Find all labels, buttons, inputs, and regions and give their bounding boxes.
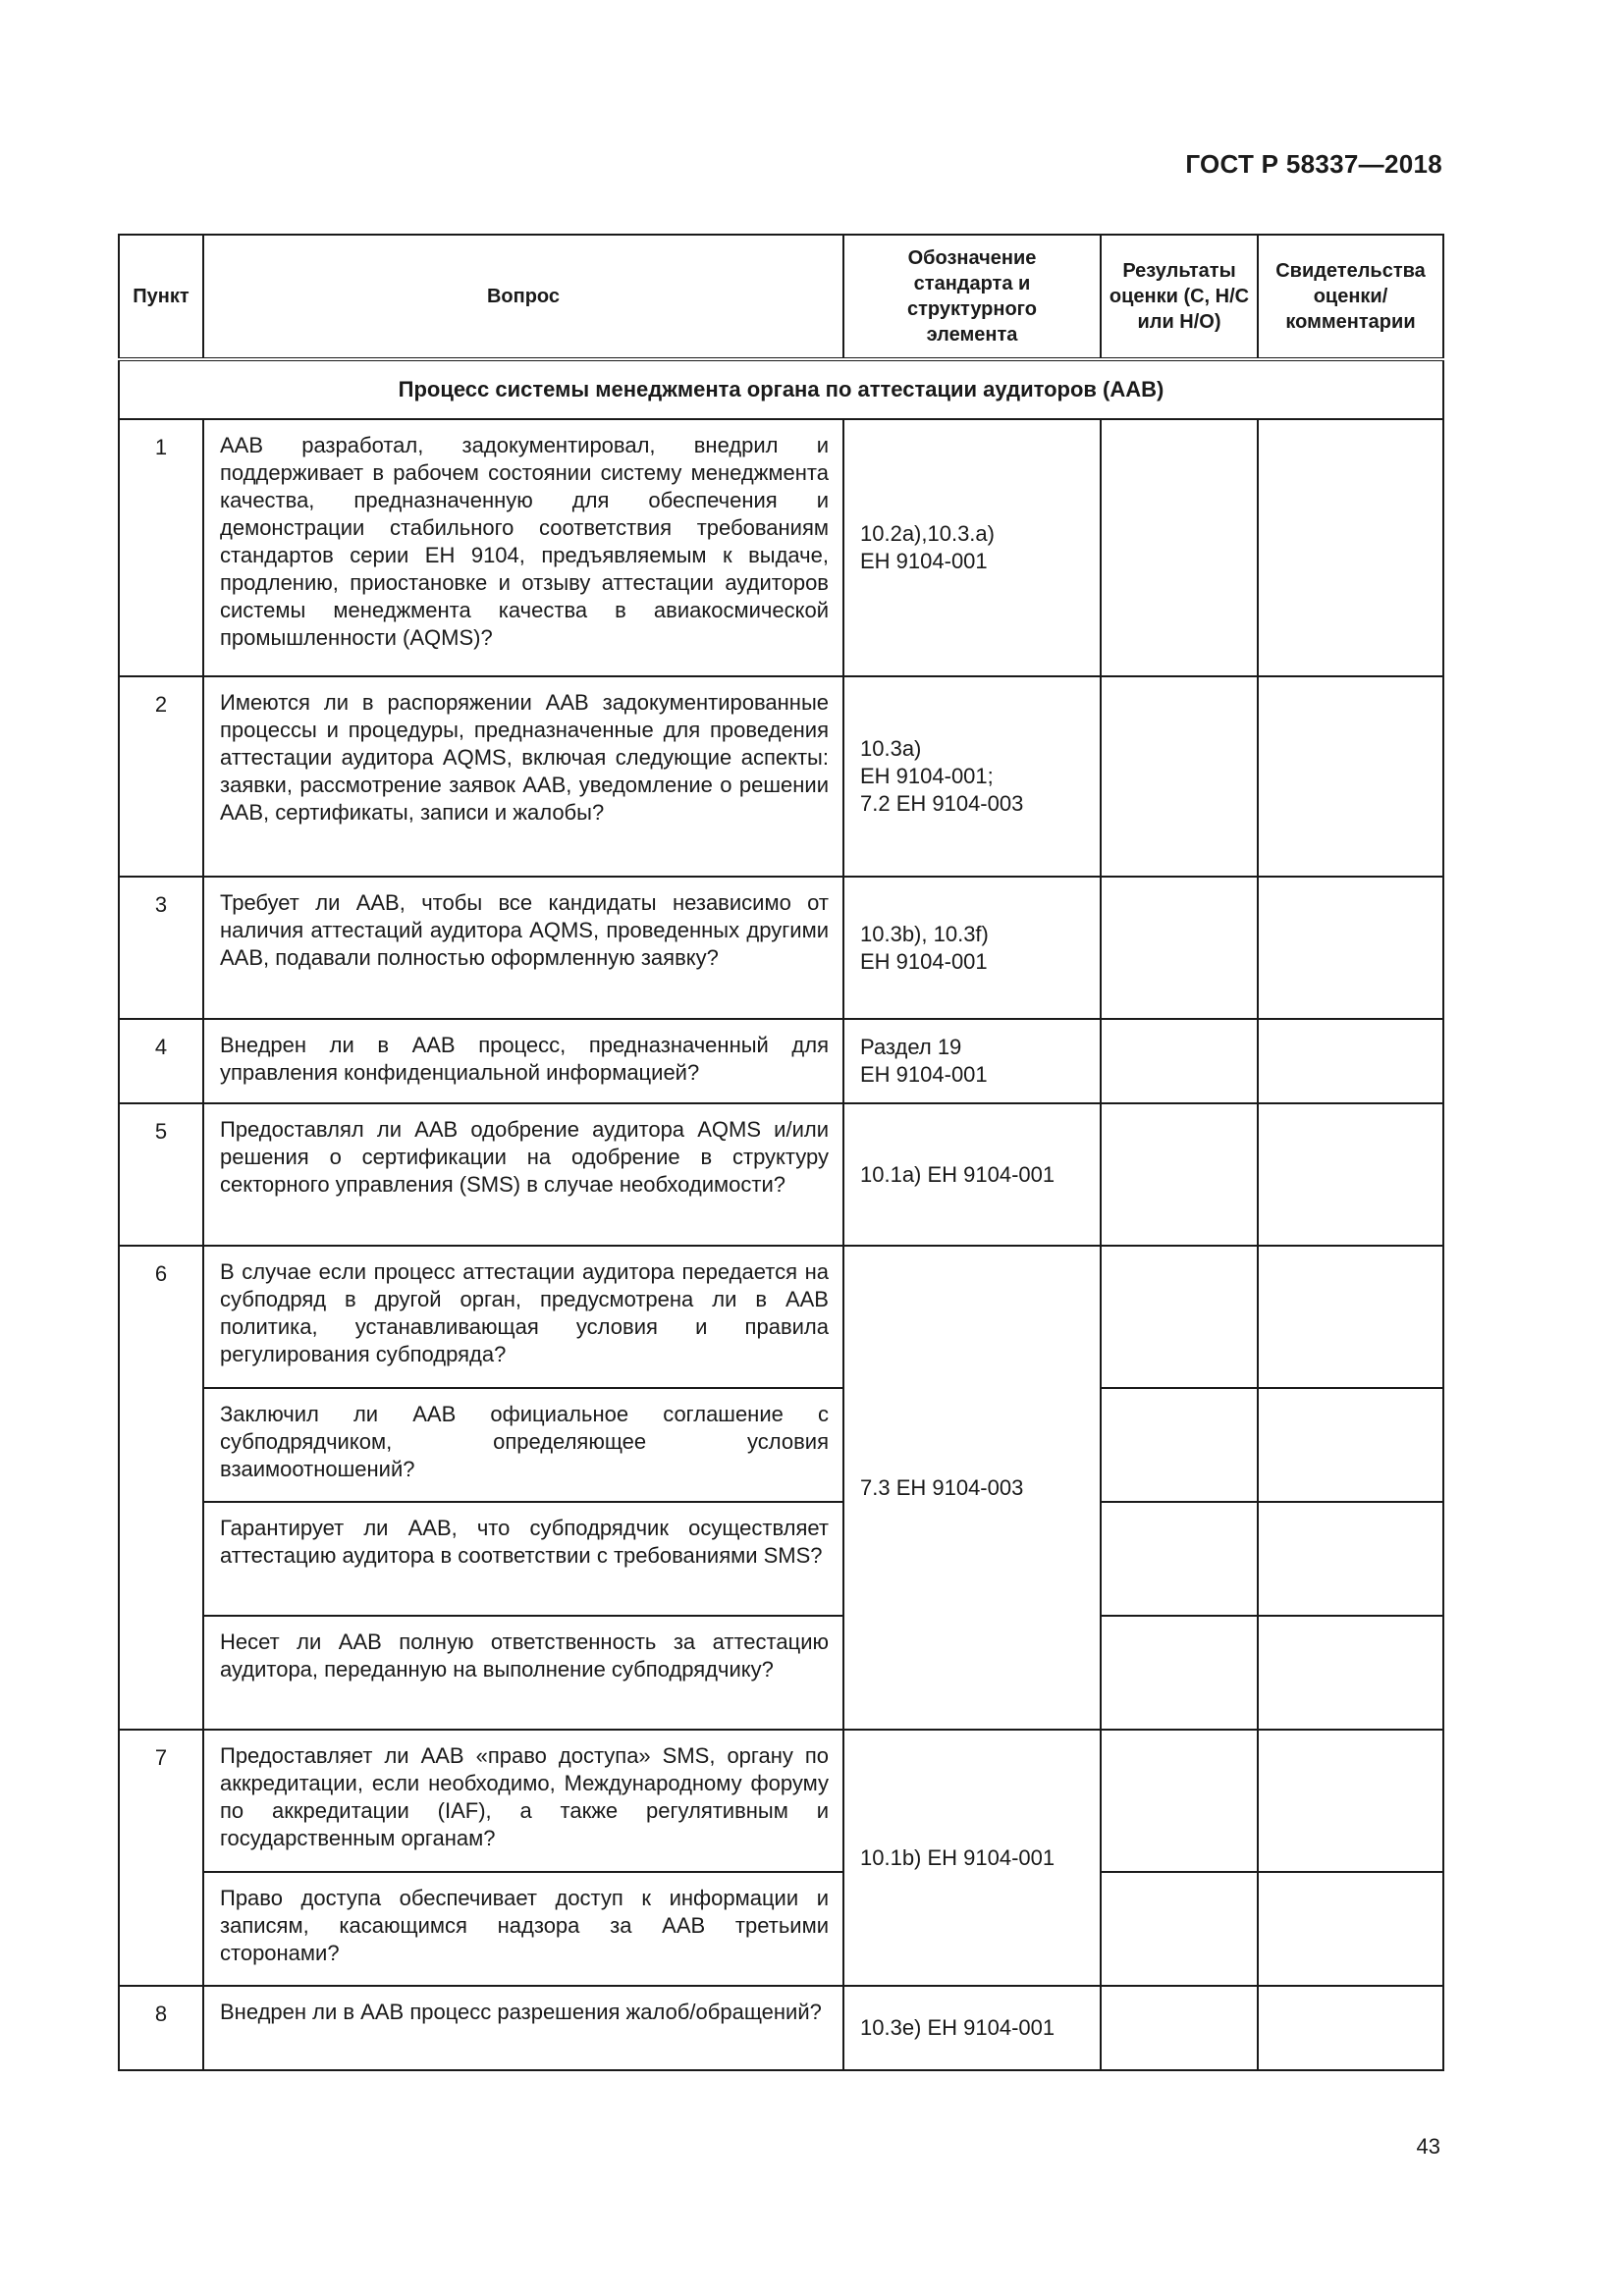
question-cell: AAB разработал, задокументировал, внедрил и поддерживает в рабочем состоянии систему менеджмента качества, предназначенную для обеспечения и демонстрации стабильного соответствия требованиям стандартов серии ЕН 9104, предъявляемым к выдаче, продлению, приостановке и отзыву аттестации аудиторов системы менеджмента качества в авиакосмической промышленности (AQMS)?	[203, 419, 843, 676]
column-header-item: Пункт	[119, 235, 203, 359]
standard-cell: 10.3b), 10.3f) ЕН 9104-001	[843, 877, 1101, 1019]
evidence-cell[interactable]	[1258, 877, 1443, 1019]
evidence-cell[interactable]	[1258, 419, 1443, 676]
row-number: 5	[119, 1103, 203, 1246]
question-cell: Предоставляет ли AAB «право доступа» SMS, органу по аккредитации, если необходимо, Международному форуму по аккредитации (IAF), а также регулятивным и государственным органам?	[203, 1730, 843, 1872]
evidence-cell[interactable]	[1258, 1246, 1443, 1388]
evidence-cell[interactable]	[1258, 1388, 1443, 1502]
table-row	[119, 1019, 1443, 1103]
row-number: 4	[119, 1019, 203, 1103]
section-row	[119, 359, 1443, 419]
result-cell[interactable]	[1101, 419, 1258, 676]
table-row	[119, 1730, 1443, 1872]
row-number: 3	[119, 877, 203, 1019]
table-row	[119, 1986, 1443, 2070]
evidence-cell[interactable]	[1258, 1872, 1443, 1986]
column-header-standard: Обозначение стандарта и структурного элемента	[843, 235, 1101, 359]
column-header-result: Результаты оценки (С, Н/С или Н/О)	[1101, 235, 1258, 359]
table-row	[119, 676, 1443, 877]
question-cell: Внедрен ли в AAB процесс разрешения жалоб/обращений?	[203, 1986, 843, 2070]
section-title: Процесс системы менеджмента органа по аттестации аудиторов (AAB)	[119, 359, 1443, 419]
table-row	[119, 1872, 1443, 1986]
evidence-cell[interactable]	[1258, 1103, 1443, 1246]
standard-cell: Раздел 19 ЕН 9104-001	[843, 1019, 1101, 1103]
result-cell[interactable]	[1101, 1730, 1258, 1872]
evidence-cell[interactable]	[1258, 676, 1443, 877]
evidence-cell[interactable]	[1258, 1986, 1443, 2070]
result-cell[interactable]	[1101, 1502, 1258, 1616]
standard-cell: 7.3 ЕН 9104-003	[843, 1246, 1101, 1730]
standard-cell: 10.1a) ЕН 9104-001	[843, 1103, 1101, 1246]
result-cell[interactable]	[1101, 1019, 1258, 1103]
result-cell[interactable]	[1101, 1616, 1258, 1730]
table-row	[119, 1502, 1443, 1616]
question-cell: Предоставлял ли AAB одобрение аудитора AQMS и/или решения о сертификации на одобрение в структуру секторного управления (SMS) в случае необходимости?	[203, 1103, 843, 1246]
evidence-cell[interactable]	[1258, 1616, 1443, 1730]
standard-cell: 10.3a) ЕН 9104-001; 7.2 ЕН 9104-003	[843, 676, 1101, 877]
table-header-row	[119, 235, 1443, 359]
standard-cell: 10.1b) ЕН 9104-001	[843, 1730, 1101, 1986]
question-cell: Гарантирует ли AAB, что субподрядчик осуществляет аттестацию аудитора в соответствии с требованиями SMS?	[203, 1502, 843, 1616]
question-cell: Внедрен ли в AAB процесс, предназначенный для управления конфиденциальной информацией?	[203, 1019, 843, 1103]
result-cell[interactable]	[1101, 1986, 1258, 2070]
result-cell[interactable]	[1101, 1103, 1258, 1246]
result-cell[interactable]	[1101, 676, 1258, 877]
column-header-question: Вопрос	[203, 235, 843, 359]
document-code: ГОСТ Р 58337—2018	[1185, 149, 1442, 179]
question-cell: Имеются ли в распоряжении AAB задокументированные процессы и процедуры, предназначенные для проведения аттестации аудитора AQMS, включая следующие аспекты: заявки, рассмотрение заявок AAB, уведомление о решении AAB, сертификаты, записи и жалобы?	[203, 676, 843, 877]
result-cell[interactable]	[1101, 1872, 1258, 1986]
audit-checklist-table	[118, 234, 1444, 2071]
row-number: 7	[119, 1730, 203, 1986]
column-header-evidence: Свидетельства оценки/ комментарии	[1258, 235, 1443, 359]
result-cell[interactable]	[1101, 877, 1258, 1019]
row-number: 1	[119, 419, 203, 676]
evidence-cell[interactable]	[1258, 1730, 1443, 1872]
question-cell: Право доступа обеспечивает доступ к информации и записям, касающимся надзора за AAB третьими сторонами?	[203, 1872, 843, 1986]
question-cell: В случае если процесс аттестации аудитора передается на субподряд в другой орган, предусмотрена ли в AAB политика, устанавливающая условия и правила регулирования субподряда?	[203, 1246, 843, 1388]
evidence-cell[interactable]	[1258, 1019, 1443, 1103]
question-cell: Требует ли AAB, чтобы все кандидаты независимо от наличия аттестаций аудитора AQMS, проведенных другими AAB, подавали полностью оформленную заявку?	[203, 877, 843, 1019]
result-cell[interactable]	[1101, 1246, 1258, 1388]
table-row	[119, 1388, 1443, 1502]
result-cell[interactable]	[1101, 1388, 1258, 1502]
standard-cell: 10.3e) ЕН 9104-001	[843, 1986, 1101, 2070]
table-row	[119, 1103, 1443, 1246]
question-cell: Заключил ли AAB официальное соглашение с субподрядчиком, определяющее условия взаимоотношений?	[203, 1388, 843, 1502]
question-cell: Несет ли AAB полную ответственность за аттестацию аудитора, переданную на выполнение субподрядчику?	[203, 1616, 843, 1730]
standard-cell: 10.2a),10.3.a) ЕН 9104-001	[843, 419, 1101, 676]
table-row	[119, 1246, 1443, 1388]
row-number: 6	[119, 1246, 203, 1730]
table-row	[119, 1616, 1443, 1730]
table-row	[119, 419, 1443, 676]
page-number: 43	[1416, 2134, 1440, 2159]
row-number: 2	[119, 676, 203, 877]
evidence-cell[interactable]	[1258, 1502, 1443, 1616]
table-row	[119, 877, 1443, 1019]
row-number: 8	[119, 1986, 203, 2070]
